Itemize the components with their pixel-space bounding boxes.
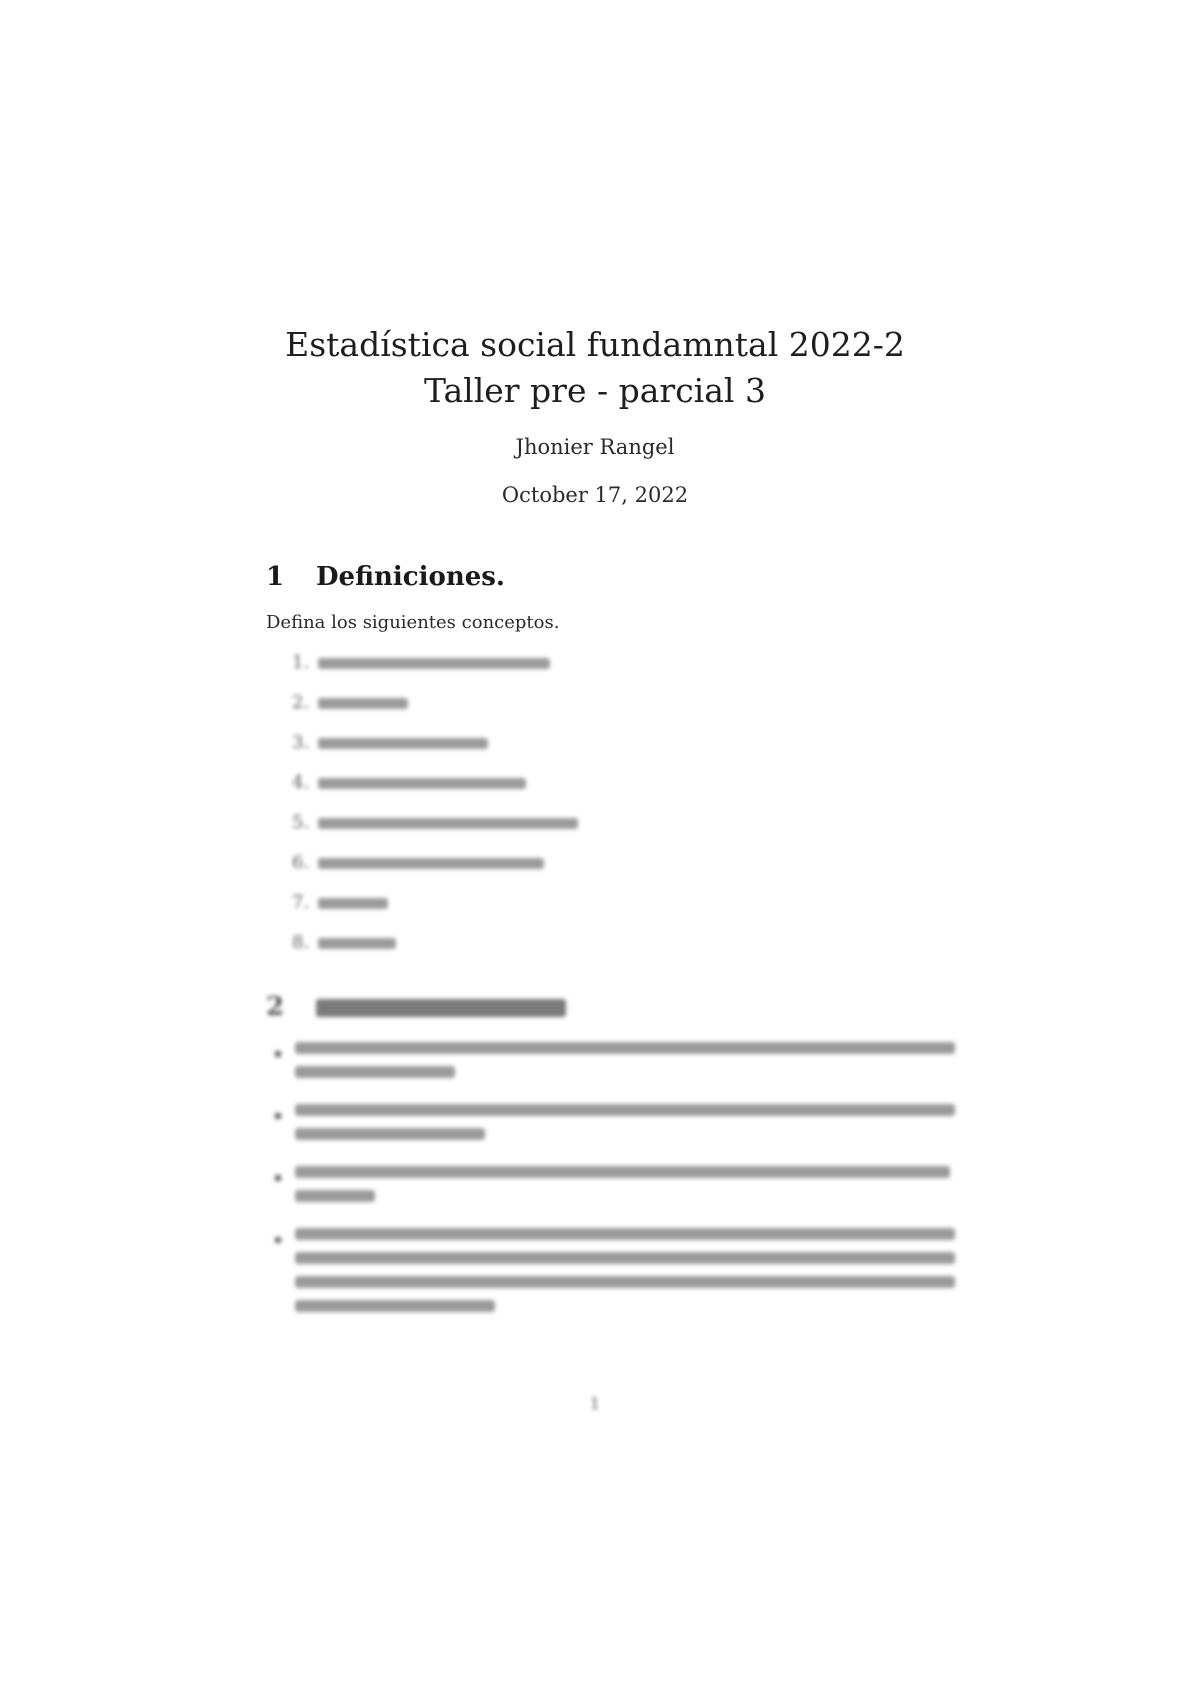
bullet-icon: [275, 1113, 281, 1119]
list-item: [292, 732, 578, 772]
section-1-number: 1: [266, 562, 285, 592]
blurred-text: [295, 1104, 955, 1116]
page-number: 1: [589, 1394, 601, 1413]
bullet-icon: [275, 1237, 281, 1243]
section-1-title: Definiciones.: [316, 562, 505, 592]
true-false-list: [295, 1042, 965, 1338]
blurred-text: [318, 938, 396, 949]
section-2-heading: [266, 992, 566, 1022]
list-marker: 4.: [292, 772, 310, 793]
title-block: [0, 322, 1190, 414]
list-marker: 5.: [292, 812, 310, 833]
blurred-text: [318, 898, 388, 909]
document-subtitle: Taller pre - parcial 3: [424, 371, 766, 410]
blurred-heading-text: [316, 999, 566, 1017]
blurred-text: [295, 1228, 955, 1240]
list-item: [295, 1104, 965, 1140]
bullet-icon: [275, 1175, 281, 1181]
list-item: [295, 1228, 965, 1312]
section-1-intro: Defina los siguientes conceptos.: [266, 612, 560, 633]
list-item: [292, 652, 578, 692]
blurred-text: [318, 858, 544, 869]
list-item: [292, 772, 578, 812]
blurred-text: [295, 1252, 955, 1264]
list-item: [292, 852, 578, 892]
blurred-text: [318, 698, 408, 709]
blurred-text: [295, 1166, 950, 1178]
blurred-text: [295, 1066, 455, 1078]
definitions-list: [292, 652, 578, 972]
blurred-text: [318, 778, 526, 789]
blurred-text: [295, 1190, 375, 1202]
document-title: Estadística social fundamntal 2022-2: [285, 325, 905, 364]
list-marker: 3.: [292, 732, 310, 753]
list-marker: 2.: [292, 692, 310, 713]
bullet-icon: [275, 1051, 281, 1057]
author: Jhonier Rangel: [515, 435, 675, 459]
list-item: [292, 892, 578, 932]
section-1-heading: [266, 562, 505, 592]
date: October 17, 2022: [501, 483, 689, 507]
list-item: [292, 692, 578, 732]
list-marker: 7.: [292, 892, 310, 913]
section-2-number: 2: [266, 992, 285, 1022]
blurred-text: [318, 738, 488, 749]
blurred-text: [295, 1128, 485, 1140]
blurred-text: [295, 1042, 955, 1054]
blurred-text: [295, 1276, 955, 1288]
list-item: [292, 812, 578, 852]
blurred-text: [318, 658, 550, 669]
list-item: [292, 932, 578, 972]
blurred-text: [318, 818, 578, 829]
list-marker: 8.: [292, 932, 310, 953]
list-item: [295, 1042, 965, 1078]
list-item: [295, 1166, 965, 1202]
list-marker: 1.: [292, 652, 310, 673]
list-marker: 6.: [292, 852, 310, 873]
blurred-text: [295, 1300, 495, 1312]
